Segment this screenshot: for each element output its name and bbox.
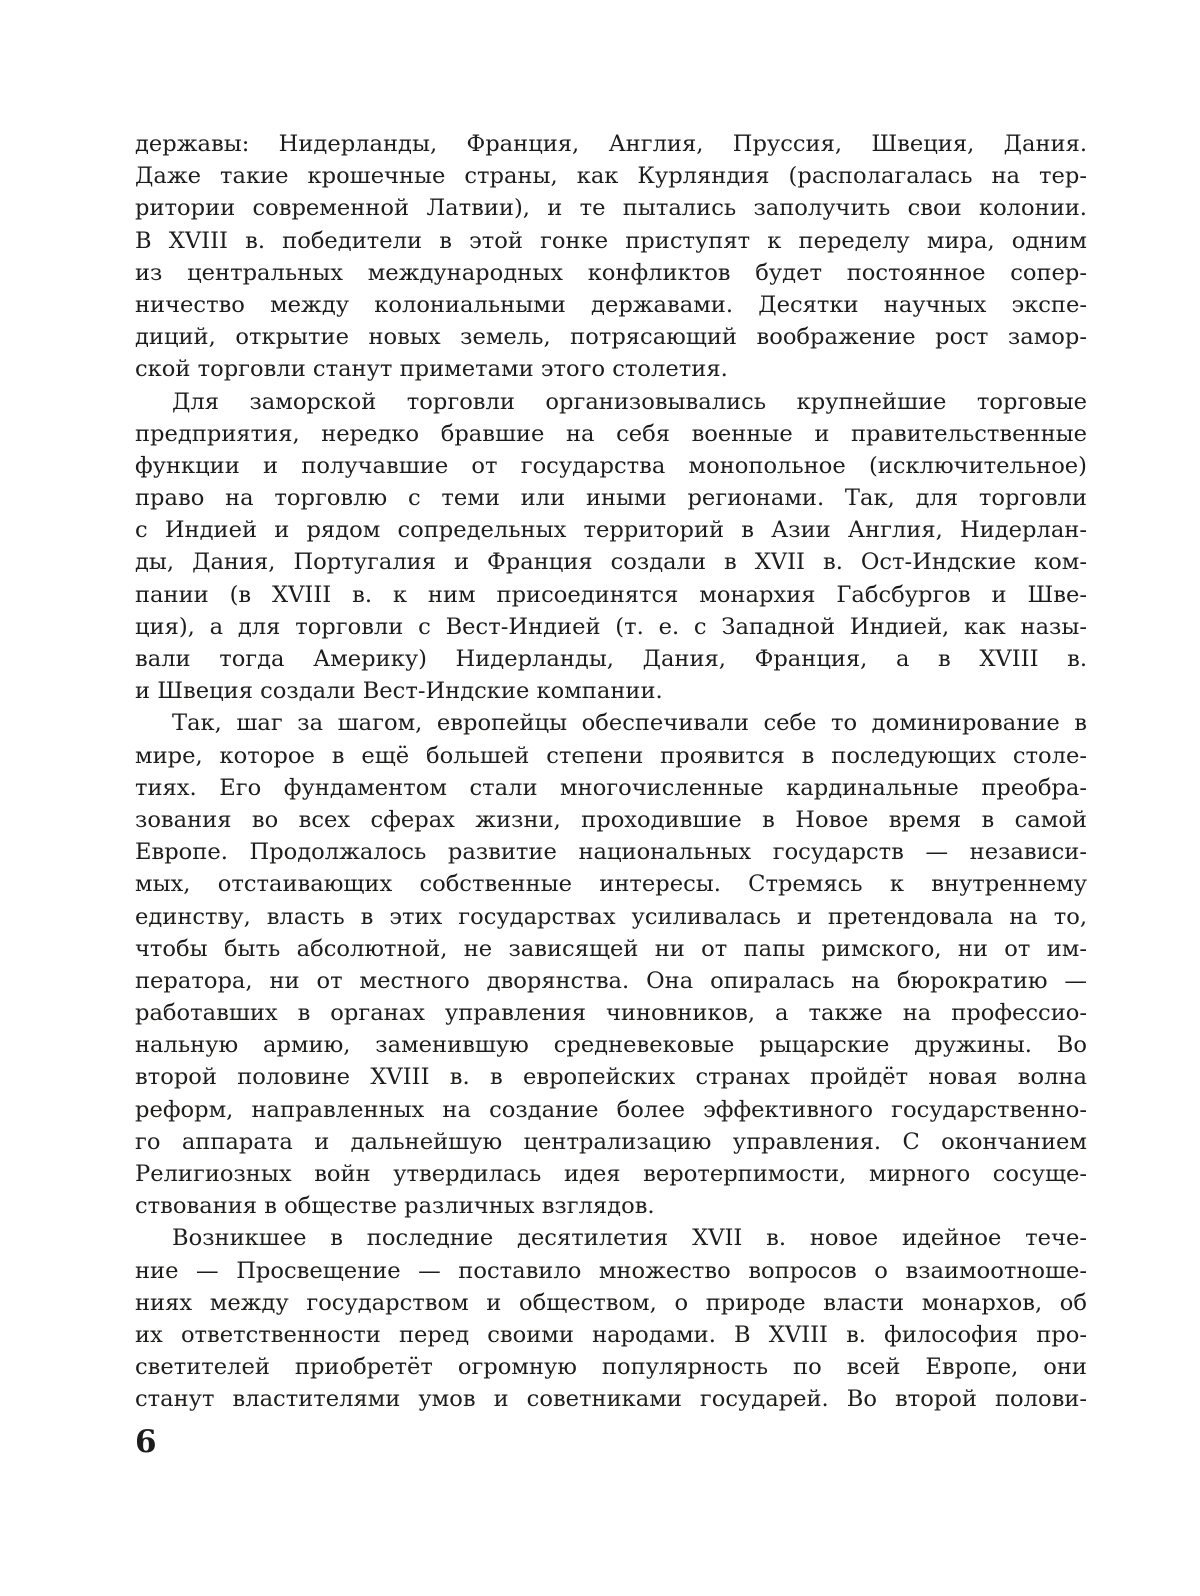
text-line: ритории современной Латвии), и те пытались заполучить свои колонии. — [135, 195, 1087, 222]
text-line: ствования в обществе различных взглядов. — [135, 1193, 655, 1220]
text-line: зования во всех сферах жизни, проходившие в Новое время в самой — [135, 806, 1087, 833]
text-line: с Индией и рядом сопредельных территорий в Азии Англия, Нидерлан- — [135, 517, 1087, 544]
text-line: мире, которое в ещё большей степени проявится в последующих столе- — [135, 742, 1087, 769]
text-line: Для заморской торговли организовывались крупнейшие торговые — [172, 388, 1087, 415]
text-line: работавших в органах управления чиновников, а также на профессио- — [135, 1000, 1087, 1027]
text-line: ниях между государством и обществом, о природе власти монархов, об — [135, 1289, 1087, 1316]
text-line: ние — Просвещение — поставило множество вопросов о взаимоотноше- — [135, 1257, 1087, 1284]
paragraph-1 — [135, 128, 1087, 386]
text-line: го аппарата и дальнейшую централизацию управления. С окончанием — [135, 1128, 1087, 1155]
page-number: 6 — [135, 1424, 157, 1460]
text-line: функции и получавшие от государства монопольное (исключительное) — [135, 452, 1087, 479]
text-line: В XVIII в. победители в этой гонке приступят к переделу мира, одним — [135, 227, 1087, 254]
text-line: державы: Нидерланды, Франция, Англия, Пруссия, Швеция, Дания. — [135, 131, 1087, 157]
text-line: реформ, направленных на создание более эффективного государственно- — [135, 1096, 1087, 1123]
text-line: Так, шаг за шагом, европейцы обеспечивали себе то доминирование в — [172, 710, 1087, 737]
text-line: станут властителями умов и советниками государей. Во второй полови- — [135, 1386, 1087, 1413]
text-line: Даже такие крошечные страны, как Курляндия (располагалась на тер- — [135, 163, 1087, 190]
text-line: нальную армию, заменившую средневековые рыцарские дружины. Во — [135, 1032, 1087, 1059]
text-line: чтобы быть абсолютной, не зависящей ни от папы римского, ни от им- — [135, 935, 1087, 962]
text-line: ператора, ни от местного дворянства. Она опиралась на бюрократию — — [135, 967, 1087, 994]
text-line: из центральных международных конфликтов будет постоянное сопер- — [135, 259, 1087, 286]
text-line: диций, открытие новых земель, потрясающий воображение рост замор- — [135, 324, 1087, 351]
paragraph-2 — [135, 386, 1087, 708]
paragraph-3 — [135, 707, 1087, 1222]
text-line: второй половине XVIII в. в европейских странах пройдёт новая волна — [135, 1064, 1087, 1091]
text-line: право на торговлю с теми или иными регионами. Так, для торговли — [135, 485, 1087, 512]
text-line: пании (в XVIII в. к ним присоединятся монархия Габсбургов и Шве- — [135, 581, 1087, 608]
text-line: Религиозных войн утвердилась идея веротерпимости, мирного сосуще- — [135, 1161, 1087, 1187]
paragraph-4 — [135, 1222, 1087, 1415]
text-line: и Швеция создали Вест-Индские компании. — [135, 678, 663, 705]
text-line: мых, отстаивающих собственные интересы. Стремясь к внутреннему — [135, 871, 1087, 898]
text-line: Европе. Продолжалось развитие национальных государств — независи- — [135, 839, 1087, 866]
text-line: вали тогда Америку) Нидерланды, Дания, Франция, а в XVIII в. — [135, 646, 1087, 672]
text-line: светителей приобретёт огромную популярность по всей Европе, они — [135, 1354, 1087, 1381]
text-line: их ответственности перед своими народами. В XVIII в. философия про- — [135, 1321, 1087, 1348]
text-line: Возникшее в последние десятилетия XVII в. новое идейное тече- — [172, 1225, 1087, 1252]
text-line: предприятия, нередко бравшие на себя военные и правительственные — [135, 420, 1087, 447]
text-line: единству, власть в этих государствах усиливалась и претендовала на то, — [135, 903, 1087, 930]
text-line: ды, Дания, Португалия и Франция создали в XVII в. Ост-Индские ком- — [135, 549, 1087, 576]
text-line: ничество между колониальными державами. Десятки научных экспе- — [135, 291, 1087, 318]
text-line: ской торговли станут приметами этого столетия. — [135, 356, 728, 383]
text-line: ция), а для торговли с Вест-Индией (т. е. с Западной Индией, как назы- — [135, 613, 1087, 640]
body-text — [135, 128, 1087, 1416]
text-line: тиях. Его фундаментом стали многочисленные кардинальные преобра- — [135, 774, 1087, 801]
